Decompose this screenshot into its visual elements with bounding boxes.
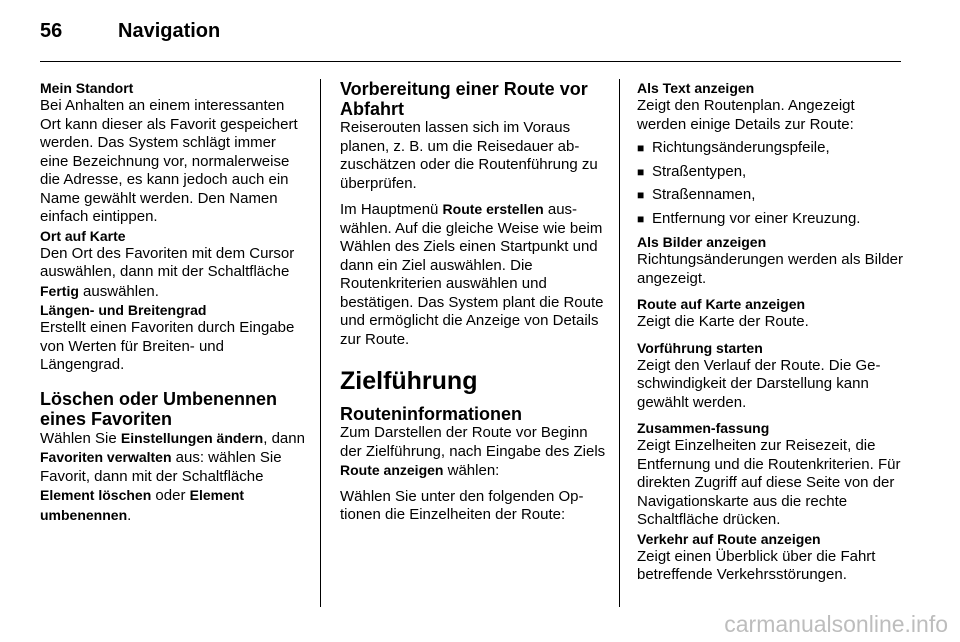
watermark: carmanualsonline.info bbox=[724, 611, 948, 637]
text-vorbereitung: Reiserouten lassen sich im Voraus planen, z. B. um die Reisedauer abzuschätzen oder die Routenführung zu überprüfen. bbox=[340, 119, 598, 192]
page-title: Navigation bbox=[118, 20, 221, 42]
heading-mein-standort: Mein Standort bbox=[40, 80, 134, 96]
heading-ort-auf-karte: Ort auf Karte bbox=[40, 227, 126, 244]
heading-laengen-breitengrad: Längen- und Breitengrad bbox=[40, 302, 207, 318]
list-item: ■ Entfernung vor einer Kreuzung. bbox=[637, 210, 903, 229]
term-favoriten-verwalten: Favoriten verwalten bbox=[40, 449, 172, 465]
list-item: ■ Straßennamen, bbox=[637, 186, 903, 205]
heading-als-text-anzeigen: Als Text anzeigen bbox=[637, 80, 755, 96]
column-2 bbox=[340, 79, 606, 525]
route-details-list bbox=[637, 139, 903, 228]
text-hauptmenue: Im Hauptmenü Route erstellen auswählen. Auf die gleiche Weise wie beim Wählen des Ziels einen Startpunkt und dann ein Ziel auswählen. Die Routenkriterien auswählen und bestätigen. Das System plant die Route und ermöglicht die Anzeige von Details zur Route. bbox=[340, 201, 604, 348]
column-divider-1 bbox=[320, 79, 321, 607]
text-vorfuehrung-starten: Zeigt den Verlauf der Route. Die Geschwindigkeit der Darstellung kann gewählt werden. bbox=[637, 356, 881, 411]
term-route-anzeigen: Route anzeigen bbox=[340, 462, 444, 478]
text-mein-standort: Bei Anhalten an einem interessanten Ort kann dieser als Favorit gespeichert werden. Das System schlägt immer eine Bezeichnung vor, normalerweise die Adresse, es kann jedoch auch ein Name gewählt werden. Den Namen einfach eintippen. bbox=[40, 97, 298, 225]
header-rule bbox=[40, 61, 901, 62]
text-als-bilder-anzeigen: Richtungsänderungen werden als Bilder angezeigt. bbox=[637, 251, 904, 287]
heading-als-bilder-anzeigen: Als Bilder anzeigen bbox=[637, 234, 767, 250]
text-loeschen-umbenennen: Wählen Sie Einstellungen ändern, dann Favoriten verwalten aus: wählen Sie Favorit, dann mit der Schaltfläche Element löschen oder Element umbenennen. bbox=[40, 429, 305, 524]
text-optionen: Wählen Sie unter den folgenden Optionen die Einzelheiten der Route: bbox=[340, 487, 584, 523]
term-einstellungen-aendern: Einstellungen ändern bbox=[120, 429, 264, 446]
term-fertig: Fertig bbox=[40, 282, 79, 299]
heading-zielfuehrung: Zielführung bbox=[340, 367, 478, 395]
text-zusammenfassung: Zeigt Einzelheiten zur Reisezeit, die Entfernung und die Routenkriterien. Für direkten Zugriff auf diese Seite von der Navigationskarte aus die rechte Schaltfläche drücken. bbox=[637, 437, 901, 528]
text-als-text-anzeigen: Zeigt den Routenplan. Angezeigt werden einige Details zur Route: bbox=[637, 97, 855, 133]
heading-routeninformationen: Routeninformationen bbox=[340, 404, 522, 424]
text-laengen-breitengrad: Erstellt einen Favoriten durch Eingabe von Werten für Breiten- und Längengrad. bbox=[40, 319, 295, 373]
heading-vorfuehrung-starten: Vorführung starten bbox=[637, 339, 763, 356]
list-item: ■ Richtungsänderungspfeile, bbox=[637, 139, 903, 158]
list-item: ■ Straßentypen, bbox=[637, 163, 903, 182]
column-3 bbox=[637, 79, 903, 585]
heading-verkehr-auf-route: Verkehr auf Route anzeigen bbox=[637, 530, 821, 547]
text-verkehr-auf-route: Zeigt einen Überblick über die Fahrt betreffende Verkehrsstörungen. bbox=[637, 547, 876, 583]
heading-zusammenfassung: Zusammen-fassung bbox=[637, 420, 770, 436]
term-element-loeschen: Element löschen bbox=[40, 487, 152, 503]
text-routeninformationen: Zum Darstellen der Route vor Beginn der Zielführung, nach Eingabe des Ziels Route anzeigen wählen: bbox=[340, 424, 606, 479]
heading-route-auf-karte: Route auf Karte anzeigen bbox=[637, 296, 806, 312]
column-divider-2 bbox=[619, 79, 620, 607]
term-route-erstellen: Route erstellen bbox=[442, 201, 544, 217]
heading-loeschen-umbenennen: Löschen oder Umbenennen eines Favoriten bbox=[40, 388, 278, 429]
text-ort-auf-karte: Den Ort des Favoriten mit dem Cursor auswählen, dann mit der Schaltfläche Fertig auswählen. bbox=[40, 244, 295, 300]
term-element-umbenennen: Element umbenennen bbox=[40, 487, 245, 523]
heading-vorbereitung: Vorbereitung einer Route vor Abfahrt bbox=[340, 79, 588, 119]
text-route-auf-karte: Zeigt die Karte der Route. bbox=[637, 313, 809, 330]
column-1 bbox=[40, 79, 306, 525]
page-number: 56 bbox=[40, 20, 63, 42]
